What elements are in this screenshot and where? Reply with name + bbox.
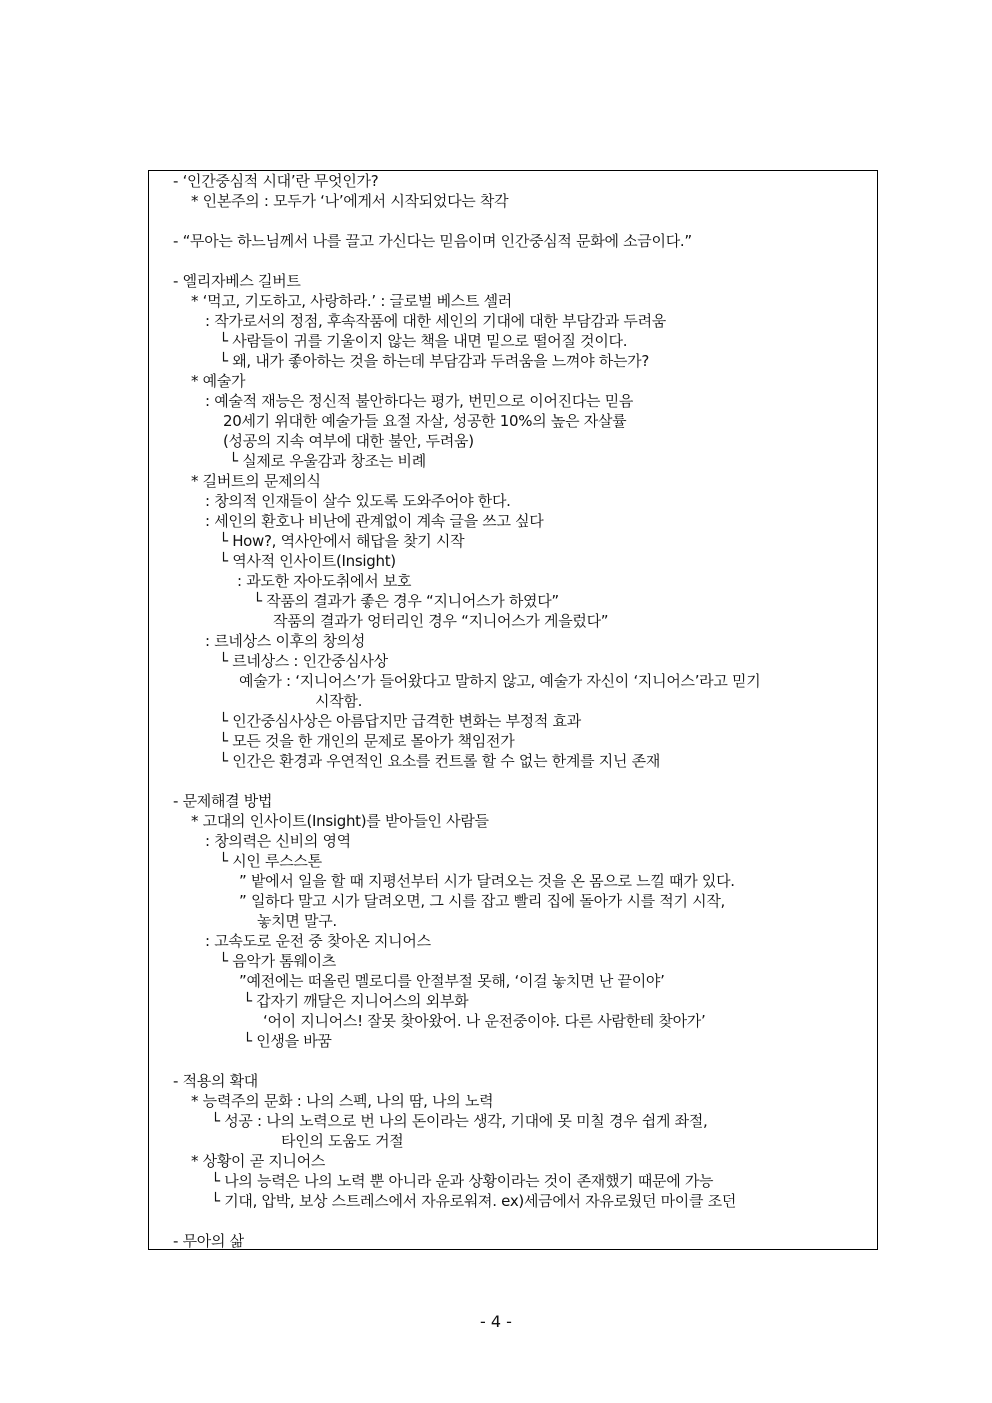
text-line: └ 시인 루스스톤 bbox=[219, 852, 322, 870]
text-line: └ 인간중심사상은 아름답지만 급격한 변화는 부정적 효과 bbox=[219, 712, 581, 730]
text-line: : 세인의 환호나 비난에 관계없이 계속 글을 쓰고 싶다 bbox=[205, 512, 544, 530]
text-line: └ 인생을 바꿈 bbox=[243, 1032, 332, 1050]
text-line: - 엘리자베스 길버트 bbox=[173, 272, 301, 290]
text-line: 시작함. bbox=[315, 692, 363, 710]
text-line: └ 기대, 압박, 보상 스트레스에서 자유로워져. ex)세금에서 자유로웠던 마이클 조던 bbox=[211, 1192, 737, 1210]
text-line: * 능력주의 문화 : 나의 스펙, 나의 땀, 나의 노력 bbox=[191, 1092, 494, 1110]
text-line: 타인의 도움도 거절 bbox=[281, 1132, 404, 1150]
text-line: : 르네상스 이후의 창의성 bbox=[205, 632, 366, 650]
text-line: : 창의력은 신비의 영역 bbox=[205, 832, 351, 850]
text-line: └ 나의 능력은 나의 노력 뿐 아니라 운과 상황이라는 것이 존재했기 때문에 가능 bbox=[211, 1172, 714, 1190]
text-line: * ‘먹고, 기도하고, 사랑하라.’ : 글로벌 베스트 셀러 bbox=[191, 292, 512, 310]
text-line: : 과도한 자아도취에서 보호 bbox=[237, 572, 412, 590]
text-line: └ 모든 것을 한 개인의 문제로 몰아가 책임전가 bbox=[219, 732, 515, 750]
document-content-box bbox=[148, 170, 878, 1250]
text-line: * 상황이 곧 지니어스 bbox=[191, 1152, 326, 1170]
text-line: - 무아의 삶 bbox=[173, 1232, 244, 1250]
text-line: 예술가 : ‘지니어스’가 들어왔다고 말하지 않고, 예술가 자신이 ‘지니어스’라고 믿기 bbox=[239, 672, 761, 690]
text-line: 작품의 결과가 엉터리인 경우 “지니어스가 게을렀다” bbox=[273, 612, 609, 630]
text-line: └ 음악가 톰웨이츠 bbox=[219, 952, 336, 970]
text-line: └ How?, 역사안에서 해답을 찾기 시작 bbox=[219, 532, 465, 550]
page-number: - 4 - bbox=[480, 1312, 512, 1331]
text-line: (성공의 지속 여부에 대한 불안, 두려움) bbox=[223, 432, 474, 450]
text-line: └ 역사적 인사이트(Insight) bbox=[219, 552, 396, 570]
text-line: └ 인간은 환경과 우연적인 요소를 컨트롤 할 수 없는 한계를 지닌 존재 bbox=[219, 752, 661, 770]
text-line: - “무아는 하느님께서 나를 끌고 가신다는 믿음이며 인간중심적 문화에 소금이다.” bbox=[173, 232, 692, 250]
text-line: : 작가로서의 정점, 후속작품에 대한 세인의 기대에 대한 부담감과 두려움 bbox=[205, 312, 666, 330]
text-line: └ 왜, 내가 좋아하는 것을 하는데 부담감과 두려움을 느껴야 하는가? bbox=[219, 352, 650, 370]
text-line: └ 작품의 결과가 좋은 경우 “지니어스가 하였다” bbox=[253, 592, 559, 610]
text-line: : 예술적 재능은 정신적 불안하다는 평가, 번민으로 이어진다는 믿음 bbox=[205, 392, 634, 410]
text-line: ” 일하다 말고 시가 달려오면, 그 시를 잡고 빨리 집에 돌아가 시를 적기 시작, bbox=[239, 892, 726, 910]
text-line: 20세기 위대한 예술가들 요절 자살, 성공한 10%의 높은 자살률 bbox=[223, 412, 627, 430]
text-line: ‘어이 지니어스! 잘못 찾아왔어. 나 운전중이야. 다른 사람한테 찾아가’ bbox=[263, 1012, 706, 1030]
text-line: * 예술가 bbox=[191, 372, 246, 390]
text-line: └ 실제로 우울감과 창조는 비례 bbox=[229, 452, 426, 470]
text-line: └ 르네상스 : 인간중심사상 bbox=[219, 652, 388, 670]
text-line: ”예전에는 떠올린 멜로디를 안절부절 못해, ‘이걸 놓치면 난 끝이야’ bbox=[239, 972, 665, 990]
text-line: └ 갑자기 깨달은 지니어스의 외부화 bbox=[243, 992, 469, 1010]
text-line: ” 밭에서 일을 할 때 지평선부터 시가 달려오는 것을 온 몸으로 느낄 때가 있다. bbox=[239, 872, 735, 890]
text-line: └ 사람들이 귀를 기울이지 않는 책을 내면 밑으로 떨어질 것이다. bbox=[219, 332, 628, 350]
text-line: └ 성공 : 나의 노력으로 번 나의 돈이라는 생각, 기대에 못 미칠 경우 쉽게 좌절, bbox=[211, 1112, 708, 1130]
text-line: * 고대의 인사이트(Insight)를 받아들인 사람들 bbox=[191, 812, 489, 830]
text-line: - 문제해결 방법 bbox=[173, 792, 273, 810]
text-line: - ‘인간중심적 시대’란 무엇인가? bbox=[173, 172, 379, 190]
text-line: - 적용의 확대 bbox=[173, 1072, 258, 1090]
text-line: * 길버트의 문제의식 bbox=[191, 472, 321, 490]
text-line: * 인본주의 : 모두가 ‘나’에게서 시작되었다는 착각 bbox=[191, 192, 509, 210]
text-line: : 창의적 인재들이 살수 있도록 도와주어야 한다. bbox=[205, 492, 511, 510]
text-line: : 고속도로 운전 중 찾아온 지니어스 bbox=[205, 932, 431, 950]
text-line: 놓치면 말구. bbox=[257, 912, 337, 930]
